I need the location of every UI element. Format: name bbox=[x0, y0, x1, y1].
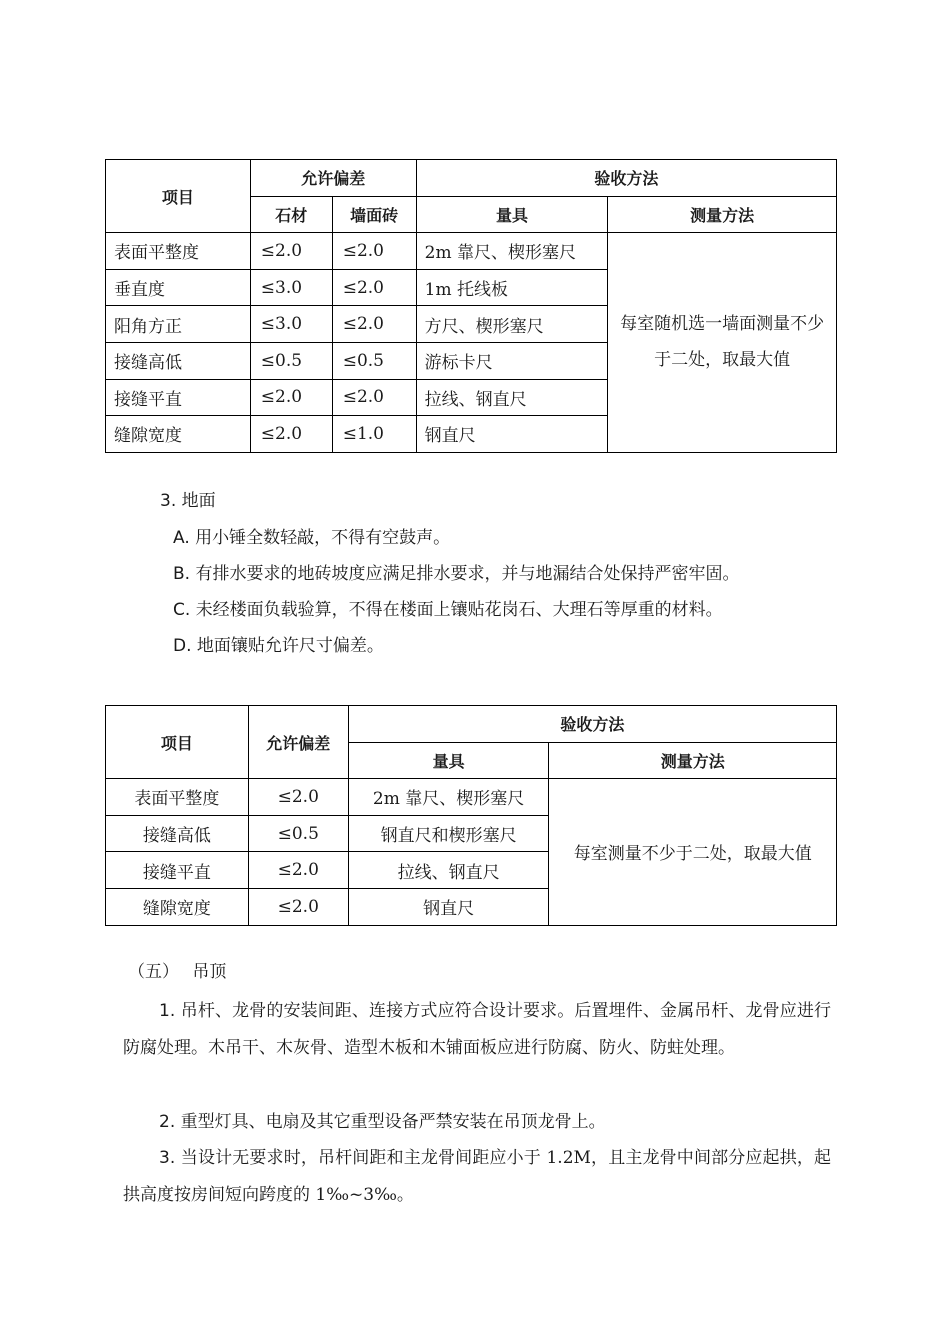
cell-tile: ≤0.5 bbox=[332, 342, 416, 379]
cell-stone: ≤2.0 bbox=[250, 379, 332, 416]
header-method: 验收方法 bbox=[416, 160, 836, 197]
para-number: 2. bbox=[159, 1112, 176, 1132]
header-tolerance: 允许偏差 bbox=[248, 706, 348, 779]
para-text: 当设计无要求时，吊杆间距和主龙骨间距应小于 1.2M，且主龙骨中间部分应起拱，起拱高度按房间短向跨度的 1‰~3‰。 bbox=[123, 1148, 831, 1205]
cell-tile: ≤2.0 bbox=[332, 233, 416, 270]
ceiling-para-3 bbox=[123, 1140, 831, 1214]
cell-item: 阳角方正 bbox=[106, 306, 251, 343]
cell-tool: 2m 靠尺、楔形塞尺 bbox=[348, 779, 549, 816]
cell-item: 表面平整度 bbox=[106, 233, 251, 270]
cell-tolerance: ≤0.5 bbox=[248, 815, 348, 852]
section-number: 3. bbox=[160, 491, 177, 511]
ceiling-heading bbox=[128, 960, 226, 984]
floor-item-b bbox=[173, 562, 739, 586]
header-tool: 量具 bbox=[348, 742, 549, 779]
cell-stone: ≤0.5 bbox=[250, 342, 332, 379]
cell-tolerance: ≤2.0 bbox=[248, 852, 348, 889]
cell-item: 表面平整度 bbox=[106, 779, 249, 816]
cell-tool: 1m 托线板 bbox=[416, 269, 608, 306]
floor-tolerance-table bbox=[105, 705, 837, 926]
para-text: 吊杆、龙骨的安装间距、连接方式应符合设计要求。后置埋件、金属吊杆、龙骨应进行防腐处理。木吊干、木灰骨、造型木板和木铺面板应进行防腐、防火、防蛀处理。 bbox=[123, 1001, 832, 1058]
floor-item-d bbox=[173, 634, 384, 658]
cell-measure-method: 每室随机选一墙面测量不少于二处，取最大值 bbox=[608, 233, 837, 453]
cell-tool: 2m 靠尺、楔形塞尺 bbox=[416, 233, 608, 270]
cell-item: 缝隙宽度 bbox=[106, 416, 251, 453]
header-tolerance: 允许偏差 bbox=[250, 160, 416, 197]
cell-tolerance: ≤2.0 bbox=[248, 779, 348, 816]
ceiling-para-1 bbox=[123, 993, 831, 1067]
cell-stone: ≤2.0 bbox=[250, 416, 332, 453]
cell-tool: 游标卡尺 bbox=[416, 342, 608, 379]
item-text: 地面镶贴允许尺寸偏差。 bbox=[196, 636, 384, 656]
cell-item: 接缝平直 bbox=[106, 379, 251, 416]
cell-stone: ≤3.0 bbox=[250, 306, 332, 343]
item-label: A. bbox=[173, 528, 190, 548]
cell-tile: ≤1.0 bbox=[332, 416, 416, 453]
para-number: 3. bbox=[159, 1148, 176, 1168]
item-text: 未经楼面负载验算，不得在楼面上镶贴花岗石、大理石等厚重的材料。 bbox=[195, 600, 723, 620]
item-text: 用小锤全数轻敲，不得有空鼓声。 bbox=[195, 528, 451, 548]
ceiling-para-2 bbox=[123, 1104, 831, 1141]
para-number: 1. bbox=[159, 1001, 176, 1021]
cell-tool: 钢直尺和楔形塞尺 bbox=[348, 815, 549, 852]
item-text: 有排水要求的地砖坡度应满足排水要求，并与地漏结合处保持严密牢固。 bbox=[195, 564, 740, 584]
cell-tool: 方尺、楔形塞尺 bbox=[416, 306, 608, 343]
cell-stone: ≤2.0 bbox=[250, 233, 332, 270]
cell-item: 接缝平直 bbox=[106, 852, 249, 889]
cell-item: 接缝高低 bbox=[106, 342, 251, 379]
cell-stone: ≤3.0 bbox=[250, 269, 332, 306]
cell-tool: 钢直尺 bbox=[416, 416, 608, 453]
para-text: 重型灯具、电扇及其它重型设备严禁安装在吊顶龙骨上。 bbox=[180, 1112, 606, 1132]
item-label: D. bbox=[173, 636, 192, 656]
header-item: 项目 bbox=[106, 706, 249, 779]
cell-tile: ≤2.0 bbox=[332, 379, 416, 416]
heading-number: （五） bbox=[128, 962, 179, 982]
cell-measure-method: 每室测量不少于二处，取最大值 bbox=[549, 779, 837, 925]
cell-tool: 钢直尺 bbox=[348, 888, 549, 925]
header-tile: 墙面砖 bbox=[332, 196, 416, 233]
cell-item: 接缝高低 bbox=[106, 815, 249, 852]
cell-tool: 拉线、钢直尺 bbox=[348, 852, 549, 889]
table-row bbox=[106, 233, 837, 270]
header-tool: 量具 bbox=[416, 196, 608, 233]
section-title: 地面 bbox=[181, 491, 216, 511]
cell-item: 缝隙宽度 bbox=[106, 888, 249, 925]
item-label: B. bbox=[173, 564, 191, 584]
wall-tile-tolerance-table bbox=[105, 159, 837, 453]
header-method: 验收方法 bbox=[348, 706, 836, 743]
heading-title: 吊顶 bbox=[192, 962, 227, 982]
header-item: 项目 bbox=[106, 160, 251, 233]
floor-item-c bbox=[173, 598, 723, 622]
table-row bbox=[106, 779, 837, 816]
header-measure: 测量方法 bbox=[608, 196, 837, 233]
cell-tool: 拉线、钢直尺 bbox=[416, 379, 608, 416]
floor-item-a bbox=[173, 526, 450, 550]
cell-tile: ≤2.0 bbox=[332, 306, 416, 343]
header-measure: 测量方法 bbox=[549, 742, 837, 779]
cell-tile: ≤2.0 bbox=[332, 269, 416, 306]
floor-section-title bbox=[160, 489, 216, 513]
cell-item: 垂直度 bbox=[106, 269, 251, 306]
cell-tolerance: ≤2.0 bbox=[248, 888, 348, 925]
header-stone: 石材 bbox=[250, 196, 332, 233]
item-label: C. bbox=[173, 600, 191, 620]
